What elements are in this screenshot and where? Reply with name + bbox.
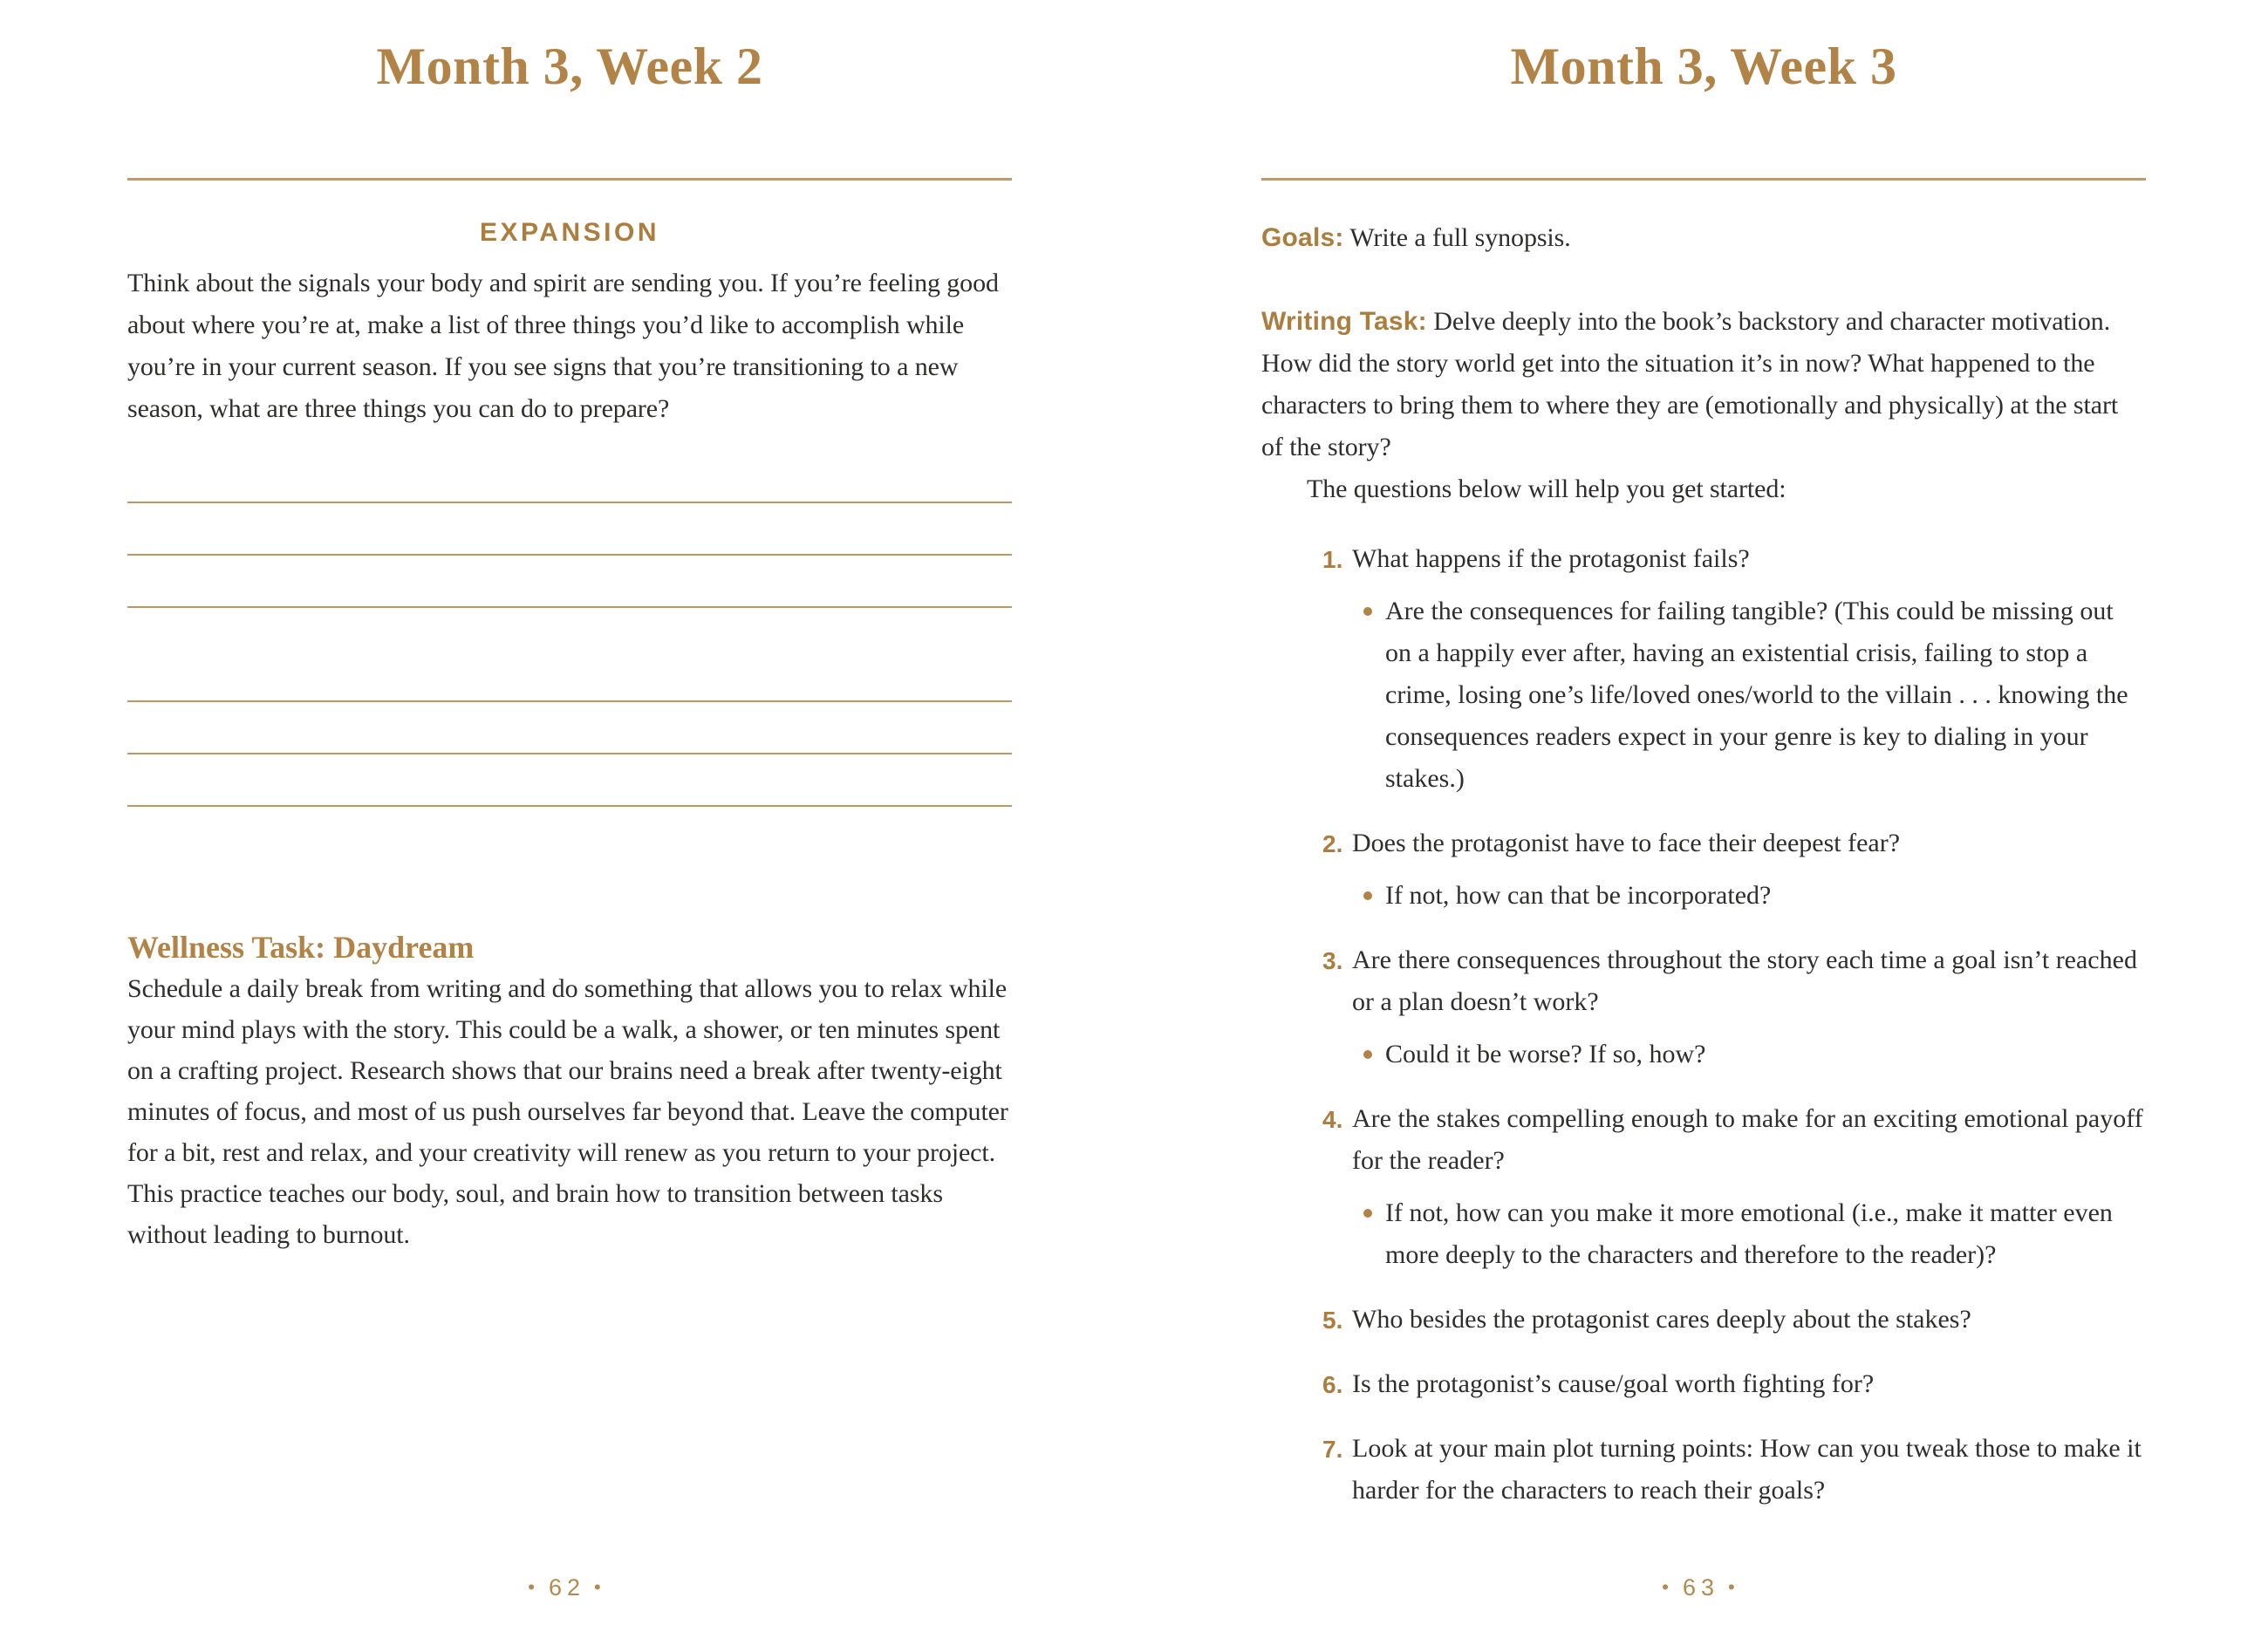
question-sub-item	[1352, 1192, 2146, 1276]
folio-dot-icon: •	[594, 1576, 606, 1598]
writing-line-1[interactable]	[127, 502, 1012, 503]
question-sub-item	[1352, 875, 2146, 917]
title-rule-right	[1261, 178, 2146, 181]
question-number: 7.	[1322, 1436, 1343, 1463]
question-sub-list	[1352, 1192, 2146, 1276]
question-number: 6.	[1322, 1371, 1343, 1398]
question-item-6	[1261, 1363, 2146, 1405]
page-number-value: 63	[1682, 1574, 1720, 1601]
writing-line-4[interactable]	[127, 700, 1012, 702]
question-item-7	[1261, 1428, 2146, 1512]
question-sub-list	[1352, 590, 2146, 800]
folio-dot-icon: •	[528, 1576, 540, 1598]
question-item-3	[1261, 939, 2146, 1075]
question-text: Who besides the protagonist cares deeply about the stakes?	[1352, 1305, 1971, 1334]
question-item-4	[1261, 1098, 2146, 1276]
writing-line-5[interactable]	[127, 753, 1012, 754]
wellness-task-body: Schedule a daily break from writing and do something that allows you to relax while your mind plays with the story. This could be a walk, a shower, or ten minutes spent on a crafting project. Research shows that our brains need a break after twenty-eight minutes of focus, and most of us push ourselves far beyond that. Leave the computer for a bit, rest and relax, and your creativity will renew as you return to your project. This practice teaches our body, soul, and brain how to transition between tasks without leading to burnout.	[127, 974, 1008, 1249]
writing-line-2[interactable]	[127, 554, 1012, 556]
page-title-left: Month 3, Week 2	[376, 38, 763, 95]
question-number: 5.	[1322, 1307, 1343, 1334]
question-sub-item	[1352, 590, 2146, 800]
folio-dot-icon: •	[1662, 1576, 1674, 1598]
expansion-heading: EXPANSION	[480, 218, 659, 247]
wellness-task-heading: Wellness Task: Daydream	[127, 930, 475, 965]
questions-list	[1261, 538, 2146, 1512]
question-text: What happens if the protagonist fails?	[1352, 544, 1750, 573]
question-text: Are there consequences throughout the story each time a goal isn’t reached or a plan doesn’t work?	[1352, 945, 2137, 1016]
question-sub-list	[1352, 875, 2146, 917]
writing-line-6[interactable]	[127, 805, 1012, 807]
question-text: Is the protagonist’s cause/goal worth fighting for?	[1352, 1369, 1875, 1398]
bullet-icon	[1363, 891, 1372, 900]
question-sub-text: If not, how can you make it more emotional (i.e., make it matter even more deeply to the characters and therefore to the reader)?	[1385, 1198, 2113, 1269]
bullet-icon	[1363, 1209, 1372, 1218]
question-number: 4.	[1322, 1106, 1343, 1133]
question-sub-text: Could it be worse? If so, how?	[1385, 1040, 1706, 1068]
question-number: 2.	[1322, 830, 1343, 857]
writing-task-label: Writing Task:	[1261, 307, 1427, 336]
question-number: 3.	[1322, 947, 1343, 974]
bullet-icon	[1363, 1050, 1372, 1059]
writing-task-paragraph	[1261, 301, 2146, 468]
goals-label: Goals:	[1261, 223, 1344, 252]
question-text: Are the stakes compelling enough to make for an exciting emotional payoff for the reader?	[1352, 1104, 2143, 1175]
question-sub-item	[1352, 1034, 2146, 1075]
title-rule-left	[127, 178, 1012, 181]
page-right	[1134, 0, 2268, 1645]
questions-intro: The questions below will help you get started:	[1307, 474, 1786, 503]
question-text: Look at your main plot turning points: How can you tweak those to make it harder for the characters to reach their goals?	[1352, 1434, 2142, 1505]
question-sub-text: If not, how can that be incorporated?	[1385, 881, 1772, 910]
folio-dot-icon: •	[1728, 1576, 1740, 1598]
writing-line-3[interactable]	[127, 606, 1012, 608]
goals-line	[1261, 217, 2146, 259]
question-sub-list	[1352, 1034, 2146, 1075]
goals-text: Write a full synopsis.	[1349, 223, 1571, 252]
bullet-icon	[1363, 607, 1372, 616]
question-item-2	[1261, 822, 2146, 917]
question-item-5	[1261, 1299, 2146, 1341]
page-number-value: 62	[548, 1574, 586, 1601]
question-text: Does the protagonist have to face their deepest fear?	[1352, 829, 1901, 857]
question-item-1	[1261, 538, 2146, 800]
writing-lines-group	[127, 502, 1012, 807]
question-sub-text: Are the consequences for failing tangible? (This could be missing out on a happily ever after, having an existential crisis, failing to stop a crime, losing one’s life/loved ones/world to the villain . . . knowing the consequences readers expect in your genre is key to dialing in your stakes.)	[1385, 597, 2128, 793]
page-number-left	[0, 1574, 1134, 1601]
expansion-prompt-text: Think about the signals your body and spirit are sending you. If you’re feeling good about where you’re at, make a list of three things you’d like to accomplish while you’re in your current season. If you see signs that you’re transitioning to a new season, what are three things you can do to prepare?	[127, 269, 999, 423]
page-number-right	[1134, 1574, 2268, 1601]
page-title-right: Month 3, Week 3	[1510, 38, 1897, 95]
writing-task-text: Delve deeply into the book’s backstory and character motivation. How did the story world get into the situation it’s in now? What happened to the characters to bring them to where they are (emotionally and physically) at the start of the story?	[1261, 307, 2119, 461]
question-number: 1.	[1322, 546, 1343, 573]
